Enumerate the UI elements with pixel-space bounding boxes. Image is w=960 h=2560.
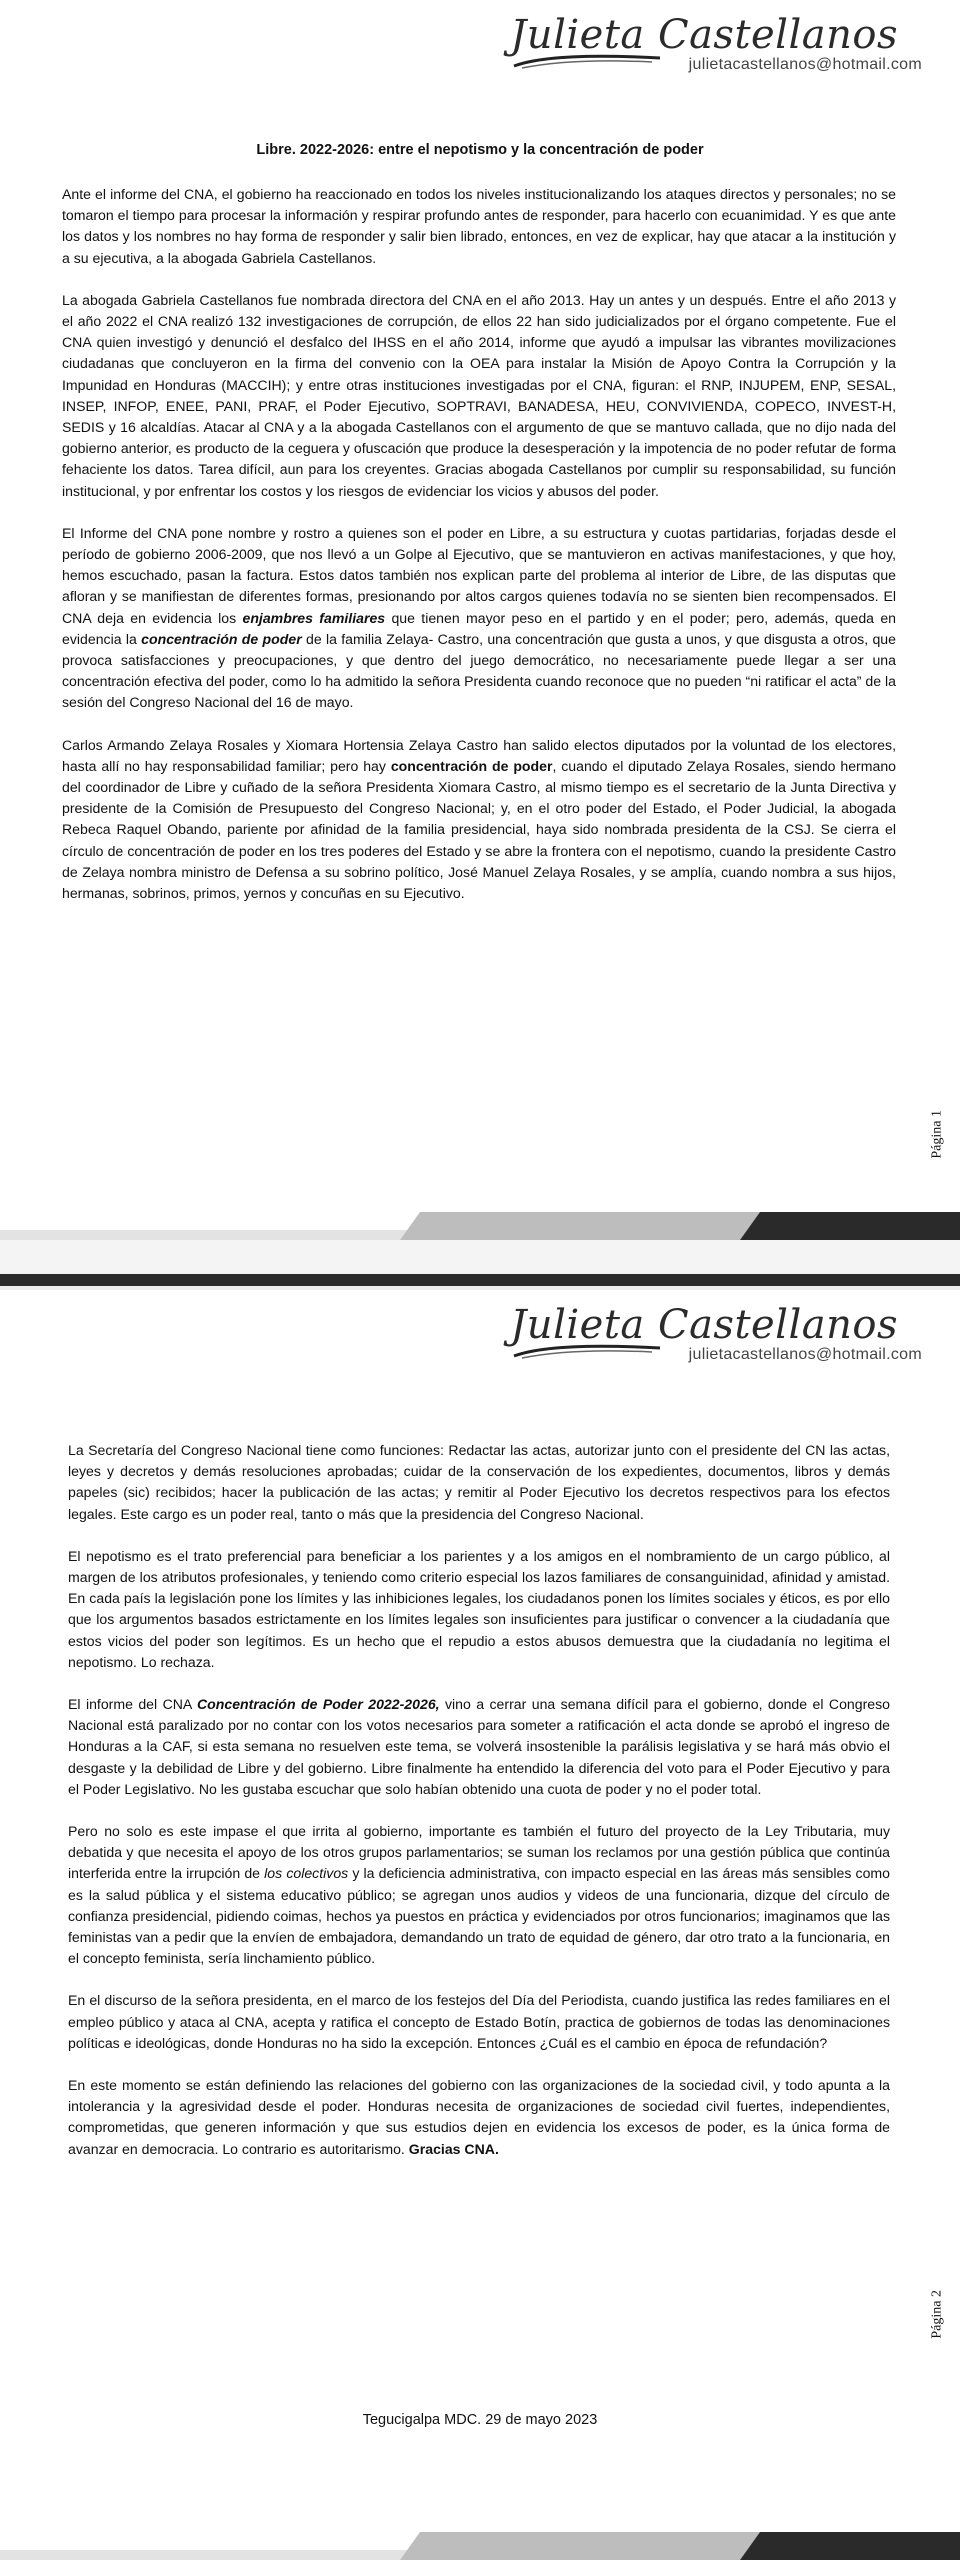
paragraph-text: de la familia Zelaya- Castro, una concentración que gusta a unos, y que disgusta a otros, que provoca satisfacciones y preocupaciones, y que dentro del juego democrático, no necesariamente puede llegar a ser una concentración efectiva del poder, como lo ha admitido la señora Presidenta cuando reconoce que no pueden “ni ratificar el acta” de la sesión del Congreso Nacional del 16 de mayo. (62, 630, 896, 711)
emphasis-text: concentración de poder (390, 757, 553, 774)
paragraph-text: El informe del CNA (68, 1696, 192, 1713)
paragraph: Ante el informe del CNA, el gobierno ha reaccionado en todos los niveles institucionalizando los ataques directos y personales; no se tomaron el tiempo para procesar la información y respirar profundo antes de responder, para hacerlo con ecuanimidad. Y es que ante los datos y los nombres no hay forma de responder y salir bien librado, entonces, en vez de explicar, hay que atacar a la institución y a su ejecutiva, a la abogada Gabriela Castellanos. (62, 186, 896, 266)
emphasis-text: concentración de poder (141, 630, 302, 647)
paragraph-text: y la deficiencia administrativa, con impacto especial en las áreas más sensibles como es la salud pública y el sistema educativo público; se agregan unos audios y videos de una funcionaria, dizque del círculo de confianza presidencial, pidiendo coimas, hechos ya puestos en práctica y evidenciados por otros funcionarios; imaginamos que las feministas van a pedir que la envíen de embajadora, demandando un trato de equidad de género, dar otro trato a la funcionaria, en el concepto feminista, sería linchamiento público. (68, 1865, 890, 1967)
emphasis-text: los colectivos (264, 1865, 349, 1882)
date-line: Tegucigalpa MDC. 29 de mayo 2023 (362, 2412, 598, 2428)
letterhead (512, 1302, 932, 1372)
paragraph: El nepotismo es el trato preferencial para beneficiar a los parientes y a los amigos en el nombramiento de un cargo público, al margen de los atributos profesionales, y teniendo como criterio especial los lazos familiares de consanguinidad, afinidad y amistad. En cada país la legislación pone los límites y las inhibiciones legales, los ciudadanos ponen los límites sociales y éticos, es por ello que los argumentos basados estrictamente en los límites legales son insuficientes para justificar o convencer a la ciudadanía que estos vicios del poder son legítimos. Es un hecho que el repudio a estos abusos demuestra que la ciudadanía no legitima el nepotismo. Lo rechaza. (68, 1547, 890, 1670)
paragraph-text: Carlos Armando Zelaya Rosales y Xiomara Hortensia Zelaya Castro han salido electos diputados por la voluntad de los electores, hasta allí no hay responsabilidad familiar; pero hay (62, 736, 896, 774)
paragraph-text: vino a cerrar una semana difícil para el gobierno, donde el Congreso Nacional está paralizado por no contar con los votos necesarios para someter a ratificación el acta donde se aprobó el ingreso de Honduras a la CAF, si esta semana no resuelven este tema, se volverá insostenible la parálisis legislativa y se hará más obvio el desgaste y la debilidad de Libre y del gobierno. Libre finalmente ha entendido la diferencia del voto para el Poder Ejecutivo y para el Poder Legislativo. No les gustaba escuchar que solo habían obtenido una cuota de poder y no el poder total. (68, 1696, 890, 1797)
letterhead (512, 12, 932, 82)
letterhead-signature: Julieta Castellanos (510, 12, 898, 58)
paragraph-text: En este momento se están definiendo las relaciones del gobierno con las organizaciones de la sociedad civil, y todo apunta a la intolerancia y la agresividad desde el poder. Honduras necesita de organizaciones de sociedad civil fuertes, independientes, comprometidas, que generen información y que sus estudios dejen en evidencia los excesos de poder, es la única forma de avanzar en democracia. Lo contrario es autoritarismo. (68, 2077, 890, 2157)
footer-decoration (0, 2510, 960, 2560)
page2-body (68, 1440, 890, 2181)
paragraph (68, 1694, 890, 1800)
paragraph-text: El Informe del CNA pone nombre y rostro a quienes son el poder en Libre, a su estructura y cuotas partidarias, forjadas desde el período de gobierno 2006-2009, que nos llevó a un Golpe al Ejecutivo, que se mantuvieron en activas manifestaciones, y que hoy, hemos escuchado, pasan la factura. Estos datos también nos explican parte del problema al interior de Libre, de las disputas que afloran y se manifiestan de diferentes formas, presionando por altos cargos quienes todavía no se sienten bien recompensados. El CNA deja en evidencia los (62, 524, 896, 626)
separator-dark (0, 1274, 960, 1286)
page-separator (0, 1240, 960, 1290)
document-page-1 (0, 0, 960, 1240)
paragraph-text: Pero no solo es este impase el que irrita al gobierno, importante es también el futuro del proyecto de la Ley Tributaria, muy debatida y que necesita el apoyo de los otros grupos parlamentarios; se suman los reclamos por una gestión pública que continúa interferida entre la irrupción de (68, 1823, 890, 1882)
emphasis-text: Concentración de Poder 2022-2026, (196, 1696, 440, 1713)
paragraph-text: , cuando el diputado Zelaya Rosales, siendo hermano del coordinador de Libre y cuñado de la señora Presidenta Xiomara Castro, al mismo tiempo es el secretario de la Junta Directiva y presidente de la Comisión de Presupuesto del Congreso Nacional; y, en el otro poder del Estado, el Poder Judicial, la abogada Rebeca Raquel Obando, pariente por afinidad de la familia presidencial, haya sido nombrada presidenta de la CSJ. Se cierra el círculo de concentración de poder en los tres poderes del Estado y se abre la frontera con el nepotismo, cuando la presidente Castro de Zelaya nombra ministro de Defensa a su sobrino político, José Manuel Zelaya Rosales, y se amplía, cuando nombra a sus hijos, hermanas, sobrinos, primos, yernos y concuñas en su Ejecutivo. (62, 757, 897, 902)
paragraph: La Secretaría del Congreso Nacional tiene como funciones: Redactar las actas, autorizar junto con el presidente del CN las actas, leyes y decretos y demás resoluciones aprobadas; cuidar de la conservación de los expedientes, documentos, libros y demás papeles (sic) recibidos; hacer la publicación de las actas; y remitir al Poder Ejecutivo los decretos respectivos para los efectos legales. Este cargo es un poder real, tanto o más que la presidencia del Congreso Nacional. (68, 1442, 890, 1522)
paragraph (68, 1821, 890, 1969)
title-prefix: Libre. (256, 142, 296, 158)
page-number: Página 2 (930, 2290, 945, 2339)
page-number: Página 1 (930, 1110, 945, 1159)
paragraph: En el discurso de la señora presidenta, en el marco de los festejos del Día del Periodista, cuando justifica las redes familiares en el empleo público y ataca al CNA, acepta y ratifica el concepto de Estado Botín, practica de gobiernos de todas las denominaciones políticas e ideológicas, donde Honduras no ha sido la excepción. Entonces ¿Cuál es el cambio en época de refundación? (68, 1992, 890, 2051)
document-title (60, 142, 900, 158)
title-main: 2022-2026: entre el nepotismo y la concentración de poder (299, 142, 704, 158)
footer-decoration (0, 1190, 960, 1240)
paragraph: La abogada Gabriela Castellanos fue nombrada directora del CNA en el año 2013. Hay un antes y un después. Entre el año 2013 y el año 2022 el CNA realizó 132 investigaciones de corrupción, de ellos 22 han sido judicializados por el órgano competente. Fue el CNA quien investigó y denunció el desfalco del IHSS en el año 2014, informe que ayudó a impulsar las vibrantes movilizaciones ciudadanas que concluyeron en la firma del convenio con la OEA para instalar la Misión de Apoyo Contra la Corrupción y la Impunidad en Honduras (MACCIH); y entre otras instituciones investigadas por el CNA, figuran: el RNP, INJUPEM, ENP, SESAL, INSEP, INFOP, ENEE, PANI, PRAF, el Poder Ejecutivo, SOPTRAVI, BANADESA, HEU, CONVIVIENDA, COPECO, INVEST-H, SEDIS y 16 alcaldías. Atacar al CNA y a la abogada Castellanos con el argumento de que se mantuvo callada, que no dijo nada del gobierno anterior, es producto de la ceguera y ofuscación que produce la desesperación y la impotencia de no poder refutar de forma fehaciente los datos. Tarea difícil, aun para los creyentes. Gracias abogada Castellanos por cumplir su responsabilidad, su función institucional, y por enfrentar los costos y los riesgos de evidenciar los vicios y abusos del poder. (62, 291, 896, 499)
letterhead-email: julietacastellanos@hotmail.com (688, 56, 922, 73)
separator-light (0, 1240, 960, 1274)
page1-body (62, 184, 896, 925)
paragraph (62, 523, 896, 714)
emphasis-text: Gracias CNA. (408, 2140, 499, 2157)
paragraph-text: que tienen mayor peso en el partido y en el poder; pero, además, queda en evidencia la (62, 609, 897, 647)
letterhead-signature: Julieta Castellanos (510, 1302, 898, 1348)
letterhead-email: julietacastellanos@hotmail.com (688, 1346, 922, 1363)
paragraph (68, 2075, 890, 2160)
paragraph (62, 735, 896, 905)
document-page-2 (0, 1290, 960, 2560)
emphasis-text: enjambres familiares (242, 609, 386, 626)
